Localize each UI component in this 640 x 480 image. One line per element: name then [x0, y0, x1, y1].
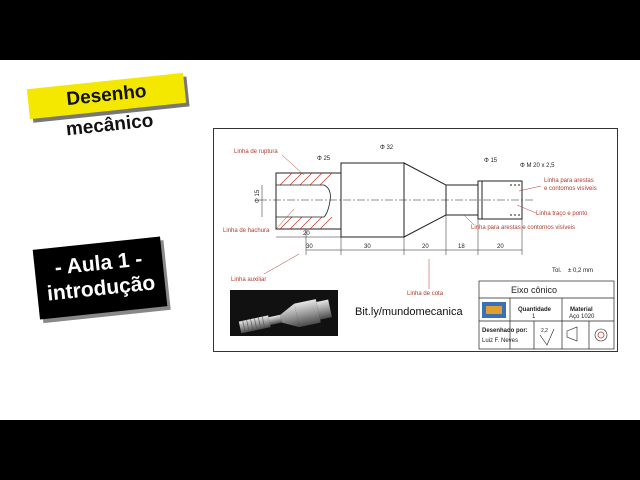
dim-len4: 18 [458, 244, 465, 250]
lesson-tag [33, 237, 168, 320]
letterbox-top [0, 0, 640, 60]
drawn-by-value: Luiz F. Neves [482, 338, 519, 344]
label-arestas-top-2: e contornos visíveis [544, 186, 597, 192]
bore-contour [276, 185, 330, 217]
dim-len5: 20 [497, 244, 504, 250]
company-logo-detail [486, 306, 502, 314]
label-arestas-bottom: Linha para arestas e contornos visíveis [471, 225, 576, 231]
hatching [280, 173, 332, 229]
course-link[interactable]: Bit.ly/mundomecanica [355, 306, 463, 318]
shaft-render-image [230, 290, 338, 336]
label-ruptura: Linha de ruptura [234, 149, 278, 155]
dim-d32: Φ 32 [380, 145, 394, 151]
dimension-chain [262, 185, 522, 255]
dim-thread: Φ M 20 x 2,5 [520, 163, 555, 169]
dim-len3: 20 [422, 244, 429, 250]
lesson-line-2: introdução [45, 271, 157, 306]
drawn-by-label: Desenhado por: [482, 328, 528, 334]
qty-value: 1 [532, 314, 536, 320]
tol-label: Tol. [552, 268, 562, 274]
material-label: Material [570, 307, 593, 313]
label-auxiliar: Linha auxiliar [231, 277, 267, 283]
dim-d15-top: Φ 15 [484, 158, 498, 164]
dim-len2: 30 [364, 244, 371, 250]
qty-label: Quantidade [518, 307, 552, 313]
dim-bore-len: 20 [303, 231, 310, 237]
projection-cone-icon [567, 327, 577, 341]
dim-len1: 30 [306, 244, 313, 250]
dim-d15-left: Φ 15 [255, 189, 261, 203]
tol-value: ± 0,2 mm [568, 268, 593, 274]
shaft-render [230, 290, 338, 336]
label-hachura: Linha de hachura [223, 228, 270, 234]
label-cota: Linha de cota [407, 291, 444, 297]
leader-lines [264, 155, 541, 289]
dim-d25: Φ 25 [317, 156, 331, 162]
lesson-line-1: - Aula 1 - [53, 247, 144, 280]
roughness-value: 2,2 [541, 328, 548, 334]
title-tag-text: Desenho mecânico [64, 80, 155, 141]
projection-circle-icon [595, 329, 607, 341]
letterbox-bottom [0, 420, 640, 480]
material-value: Aço 1020 [569, 314, 595, 320]
label-traco-ponto: Linha traço e ponto [536, 211, 588, 217]
label-arestas-top-1: Linha para arestas [544, 178, 594, 184]
part-name: Eixo cônico [511, 285, 558, 295]
